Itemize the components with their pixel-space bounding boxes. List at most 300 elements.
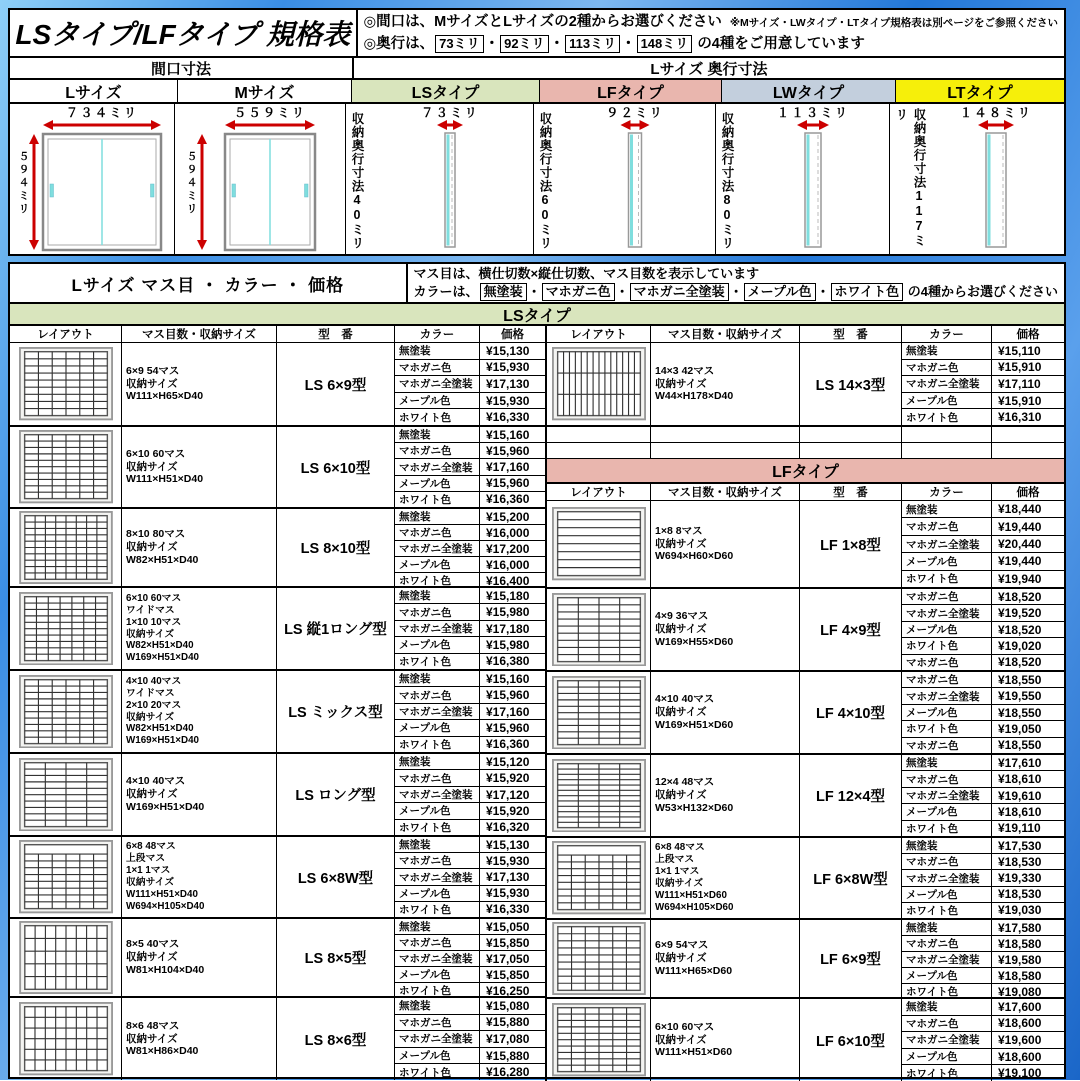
spec-line: W111×H51×D40 (126, 888, 198, 900)
price-value: ¥20,440 (998, 537, 1042, 552)
color-name: ホワイト色 (395, 902, 480, 917)
color-price-row (395, 1031, 545, 1048)
column-header-row (10, 326, 545, 343)
color-price-row (395, 770, 545, 786)
depth-bar-wrap (366, 104, 533, 254)
price-value: ¥18,580 (998, 936, 1042, 951)
size-spec-cell (122, 427, 277, 507)
separator-dot: ・ (816, 284, 830, 299)
okuyuki-header: Lサイズ 奥行寸法 (650, 60, 768, 78)
empty-cell (651, 427, 800, 442)
model-number-cell: LF 4×9型 (800, 589, 902, 670)
price-notes-row (10, 264, 1064, 304)
price-value: ¥19,550 (998, 689, 1042, 704)
color-price-list (902, 838, 1064, 918)
spec-line: 収納サイズ (126, 460, 178, 473)
color-name: マホガニ色 (902, 360, 992, 376)
column-header: カラー (395, 326, 480, 342)
spec-row (10, 671, 545, 754)
spec-line: 収納サイズ (655, 623, 707, 636)
empty-cell (992, 427, 1064, 442)
color-name: マホガニ全塗装 (395, 541, 480, 556)
spec-row (10, 343, 545, 427)
price-value: ¥17,130 (486, 376, 530, 391)
color-name: 無塗装 (902, 755, 992, 770)
color-price-row (902, 409, 1064, 425)
price-value: ¥18,610 (998, 772, 1042, 787)
price-value: ¥19,050 (998, 721, 1042, 736)
size-spec-cell (651, 501, 800, 587)
color-price-row (395, 637, 545, 653)
color-price-row (902, 605, 1064, 621)
color-price-row (395, 443, 545, 459)
price-value: ¥15,960 (486, 720, 530, 735)
empty-row (547, 443, 1064, 459)
color-price-row (902, 755, 1064, 771)
color-name: マホガニ色 (902, 1016, 992, 1032)
spec-line: 4×10 40マス (126, 775, 186, 788)
price-notes (408, 264, 1064, 302)
color-price-row (395, 737, 545, 752)
color-price-list (902, 755, 1064, 836)
price-value: ¥15,850 (486, 935, 530, 950)
color-price-row (902, 688, 1064, 704)
color-price-row (395, 951, 545, 967)
color-name: メープル色 (395, 967, 480, 982)
color-price-list (902, 920, 1064, 997)
layout-thumbnail (10, 343, 122, 425)
color-price-row (902, 1032, 1064, 1049)
spec-line: W111×H65×D40 (126, 390, 204, 403)
model-number-cell: LS 14×3型 (800, 343, 902, 425)
price-value: ¥16,360 (486, 737, 530, 752)
color-price-row (902, 1016, 1064, 1033)
price-value: ¥17,130 (486, 870, 530, 884)
model-number-cell: LF 12×4型 (800, 755, 902, 836)
color-name: 無塗装 (395, 671, 480, 686)
size-spec-cell (122, 998, 277, 1080)
price-value: ¥16,310 (998, 410, 1042, 425)
spec-line: 6×10 60マス (126, 447, 186, 460)
price-value: ¥17,180 (486, 621, 530, 636)
model-number-cell: LS ロング型 (277, 754, 395, 835)
price-table-body (10, 326, 1064, 1081)
model-number-cell: LS ミックス型 (277, 671, 395, 752)
color-price-row (395, 919, 545, 935)
spec-line: 収納サイズ (126, 377, 178, 390)
spec-line: 6×8 48マス (655, 842, 705, 854)
spec-line: 上段マス (655, 854, 695, 866)
color-price-row (395, 459, 545, 475)
lf-type-band: LFタイプ (547, 459, 1064, 484)
color-price-list (395, 343, 545, 425)
price-value: ¥16,400 (486, 573, 530, 588)
spec-line: W694×H60×D60 (655, 550, 734, 563)
layout-thumbnail (10, 509, 122, 586)
price-value: ¥18,530 (998, 887, 1042, 902)
layout-thumbnail (10, 754, 122, 835)
color-price-list (395, 998, 545, 1080)
price-value: ¥19,030 (998, 903, 1042, 918)
color-price-row (395, 720, 545, 736)
price-value: ¥16,280 (486, 1065, 530, 1080)
color-price-row (395, 967, 545, 983)
color-name: マホガニ色 (902, 655, 992, 670)
spec-row (547, 920, 1064, 999)
color-price-row (902, 705, 1064, 721)
size-spec-cell (651, 920, 800, 997)
price-value: ¥15,050 (486, 919, 530, 934)
price-value: ¥15,110 (998, 343, 1041, 358)
maguchi-header: 間口寸法 (10, 58, 354, 78)
color-price-row (902, 984, 1064, 999)
spec-line: 収納サイズ (655, 878, 704, 889)
price-value: ¥15,160 (486, 671, 530, 686)
color-price-row (902, 672, 1064, 688)
layout-thumbnail (547, 672, 651, 753)
color-name: マホガニ全塗装 (902, 952, 992, 967)
color-name: マホガニ全塗装 (395, 459, 480, 474)
spec-line: W169×H51×D40 (126, 800, 205, 813)
note-line-1-main: ◎間口は、MサイズとLサイズの2種からお選びください (363, 13, 722, 30)
spec-row (547, 672, 1064, 755)
color-price-row (902, 518, 1064, 535)
size-type-header: LTタイプ (896, 80, 1064, 102)
color-name: マホガニ全塗装 (395, 376, 480, 392)
spec-line: W111×H51×D40 (126, 473, 204, 486)
price-value: ¥17,200 (486, 541, 530, 556)
color-name: マホガニ全塗装 (395, 787, 480, 802)
color-name: ホワイト色 (902, 903, 992, 918)
column-header: レイアウト (547, 484, 651, 500)
price-value: ¥19,110 (998, 821, 1041, 836)
spec-line: ワイドマス (126, 604, 175, 616)
model-number-cell: LF 4×10型 (800, 672, 902, 753)
model-number-cell: LS 6×8W型 (277, 837, 395, 917)
spec-line: ワイドマス (126, 687, 175, 699)
color-price-row (395, 1048, 545, 1065)
spec-line: 8×5 40マス (126, 938, 180, 951)
layout-thumbnail (547, 343, 651, 425)
color-name: メープル色 (902, 804, 992, 819)
depth-option: 92ミリ (500, 35, 548, 53)
size-type-header: Mサイズ (178, 80, 352, 102)
price-value: ¥19,940 (998, 571, 1042, 586)
color-name: 無塗装 (902, 920, 992, 935)
page-title: LSタイプ/LFタイプ 規格表 (10, 10, 358, 56)
depth-bar-diagram (944, 104, 1048, 254)
price-value: ¥15,960 (486, 443, 530, 458)
color-price-row (902, 999, 1064, 1016)
color-option: マホガニ色 (542, 283, 615, 301)
color-price-row (902, 738, 1064, 753)
price-value: ¥18,610 (998, 804, 1042, 819)
color-price-row (902, 952, 1064, 968)
column-header: カラー (902, 326, 992, 342)
price-value: ¥18,520 (998, 655, 1042, 670)
spec-line: 収納サイズ (126, 1032, 178, 1045)
color-price-list (902, 343, 1064, 425)
color-price-row (395, 557, 545, 573)
size-spec-cell (122, 343, 277, 425)
empty-cell (651, 443, 800, 458)
svg-text:１４８ミリ: １４８ミリ (959, 106, 1033, 120)
color-option: マホガニ全塗装 (630, 283, 729, 301)
color-name: マホガニ色 (902, 936, 992, 951)
color-price-row (395, 902, 545, 917)
color-name: マホガニ色 (902, 854, 992, 869)
separator-dot: ・ (729, 284, 743, 299)
size-spec-cell (651, 755, 800, 836)
color-price-row (395, 621, 545, 637)
spec-line: 6×9 54マス (655, 939, 709, 952)
color-price-row (395, 687, 545, 703)
spec-line: 4×10 40マス (126, 675, 182, 687)
model-number-cell: LF 1×8型 (800, 501, 902, 587)
spec-line: 収納サイズ (655, 952, 707, 965)
color-price-row (395, 998, 545, 1015)
width-diagram-cell (175, 104, 346, 254)
color-price-list (902, 672, 1064, 753)
depth-option: 73ミリ (435, 35, 483, 53)
separator-dot: ・ (527, 284, 541, 299)
color-price-row (395, 509, 545, 525)
depth-bar-wrap (928, 104, 1064, 254)
price-value: ¥17,110 (998, 376, 1041, 391)
color-name: マホガニ全塗装 (902, 605, 992, 620)
color-name: メープル色 (902, 393, 992, 409)
price-value: ¥15,880 (486, 1015, 530, 1030)
empty-cell (902, 427, 992, 442)
layout-thumbnail (10, 837, 122, 917)
column-header-row (547, 326, 1064, 343)
color-name: ホワイト色 (395, 983, 480, 998)
price-value: ¥17,600 (998, 999, 1042, 1014)
color-price-row (902, 887, 1064, 903)
color-price-row (395, 1064, 545, 1080)
color-name: マホガニ色 (395, 1015, 480, 1031)
note-line-2-suffix: の4種をご用意しています (697, 35, 865, 52)
price-value: ¥17,080 (486, 1031, 530, 1046)
color-name: メープル色 (902, 887, 992, 902)
depth-option-boxes (434, 36, 693, 52)
spec-line: 6×8 48マス (126, 841, 176, 853)
color-name: マホガニ色 (902, 589, 992, 604)
color-name: ホワイト色 (395, 492, 480, 507)
color-name: ホワイト色 (395, 654, 480, 669)
color-price-list (395, 671, 545, 752)
price-value: ¥15,180 (486, 588, 530, 603)
empty-cell (992, 443, 1064, 458)
spec-line: 収納サイズ (126, 788, 178, 801)
color-price-row (395, 820, 545, 835)
svg-text:ミ: ミ (18, 190, 30, 202)
color-price-row (395, 573, 545, 588)
color-price-row (395, 754, 545, 770)
spec-line: 1×10 10マス (126, 616, 182, 628)
note-line-2-prefix: ◎奥行は、 (363, 35, 435, 52)
color-price-list (395, 754, 545, 835)
price-value: ¥15,130 (486, 343, 530, 358)
color-price-row (902, 854, 1064, 870)
color-price-row (395, 476, 545, 492)
price-value: ¥18,600 (998, 1049, 1042, 1064)
diagram-row (10, 104, 1064, 254)
empty-cell (800, 443, 902, 458)
color-name: マホガニ全塗装 (902, 376, 992, 392)
color-note-prefix: カラーは、 (413, 284, 479, 299)
color-price-row (902, 589, 1064, 605)
color-name: 無塗装 (902, 501, 992, 517)
color-price-list (395, 509, 545, 586)
column-header: 価格 (1016, 329, 1040, 341)
spec-line: 1×1 1マス (655, 866, 700, 878)
spec-row (547, 343, 1064, 427)
svg-text:７３ミリ: ７３ミリ (420, 106, 479, 120)
column-header: 価格 (1016, 487, 1040, 499)
model-number-cell: LF 6×10型 (800, 999, 902, 1081)
price-value: ¥18,520 (998, 622, 1042, 637)
price-value: ¥15,880 (486, 1048, 530, 1063)
price-value: ¥18,530 (998, 854, 1042, 869)
color-name: メープル色 (902, 1049, 992, 1065)
column-header: 価格 (501, 329, 524, 341)
spec-row (547, 501, 1064, 589)
spec-line: 14×3 42マス (655, 364, 715, 377)
price-value: ¥17,120 (486, 787, 530, 802)
price-value: ¥15,980 (486, 637, 530, 652)
color-price-row (395, 704, 545, 720)
color-name: メープル色 (902, 553, 992, 569)
color-name: メープル色 (395, 886, 480, 901)
price-value: ¥18,550 (998, 672, 1042, 687)
color-option-boxes (479, 284, 905, 299)
depth-side-label: 収納奥行寸法40ミリ (350, 112, 364, 250)
spec-line: W111×H51×D60 (655, 889, 727, 901)
color-price-row (395, 409, 545, 425)
price-value: ¥16,330 (486, 410, 530, 425)
spec-line: 12×4 48マス (655, 776, 715, 789)
model-number-cell: LF 6×9型 (800, 920, 902, 997)
color-price-list (902, 501, 1064, 587)
color-name: ホワイト色 (395, 737, 480, 752)
price-value: ¥19,020 (998, 638, 1042, 653)
color-price-list (395, 427, 545, 507)
column-header: 型 番 (277, 326, 395, 342)
spec-line: 6×9 54マス (126, 364, 180, 377)
price-value: ¥15,080 (486, 998, 530, 1013)
model-number-cell: LS 6×9型 (277, 343, 395, 425)
spec-row (547, 999, 1064, 1081)
color-price-row (902, 571, 1064, 587)
color-price-row (395, 541, 545, 557)
price-value: ¥15,960 (486, 688, 530, 703)
svg-text:４: ４ (18, 177, 30, 189)
spec-line: W81×H86×D40 (126, 1045, 199, 1058)
price-value: ¥15,930 (486, 853, 530, 868)
svg-text:９: ９ (18, 164, 30, 176)
spec-line: W82×H51×D40 (126, 553, 199, 566)
color-price-row (902, 536, 1064, 553)
size-spec-cell (122, 754, 277, 835)
column-header: レイアウト (10, 326, 122, 342)
width-diagram-cell (10, 104, 175, 254)
depth-option: 148ミリ (637, 35, 693, 53)
price-value: ¥16,330 (486, 902, 530, 917)
price-value: ¥19,600 (998, 1032, 1042, 1047)
layout-thumbnail (10, 588, 122, 669)
spec-row (547, 755, 1064, 838)
price-value: ¥15,980 (486, 605, 530, 620)
color-name: ホワイト色 (902, 1065, 992, 1081)
price-value: ¥19,520 (998, 606, 1042, 621)
column-header: 型 番 (800, 484, 902, 500)
spec-row (10, 588, 545, 671)
color-name: マホガニ色 (395, 687, 480, 702)
column-header: マス目数・収納サイズ (122, 326, 277, 342)
price-value: ¥15,920 (486, 771, 530, 786)
spec-line: W81×H104×D40 (126, 963, 205, 976)
svg-text:５: ５ (186, 151, 198, 163)
color-name: ホワイト色 (902, 821, 992, 836)
price-value: ¥18,580 (998, 968, 1042, 983)
separator-dot: ・ (615, 284, 629, 299)
size-type-header: LSタイプ (352, 80, 540, 102)
color-price-row (902, 553, 1064, 570)
color-price-row (395, 525, 545, 541)
ls-type-band: LSタイプ (10, 304, 1064, 326)
color-price-row (902, 721, 1064, 737)
price-value: ¥18,440 (998, 502, 1042, 517)
spec-line: 2×10 20マス (126, 699, 182, 711)
color-price-row (395, 837, 545, 853)
price-band-title: Lサイズ マス目 ・ カラー ・ 価格 (10, 264, 408, 302)
svg-text:５５９ミリ: ５５９ミリ (233, 106, 307, 120)
price-value: ¥17,050 (486, 951, 530, 966)
color-name: 無塗装 (395, 509, 480, 524)
color-price-row (902, 920, 1064, 936)
price-value: ¥15,910 (998, 393, 1042, 408)
price-value: ¥15,930 (486, 360, 530, 375)
spec-line: 収納サイズ (126, 628, 175, 640)
spec-line: 収納サイズ (655, 1033, 707, 1046)
price-value: ¥17,580 (998, 920, 1042, 935)
color-name: 無塗装 (395, 427, 480, 442)
spec-row (10, 998, 545, 1080)
color-name: ホワイト色 (902, 721, 992, 736)
color-name: メープル色 (395, 803, 480, 818)
spec-line: 収納サイズ (126, 951, 178, 964)
spec-line: 収納サイズ (655, 537, 707, 550)
color-option: 無塗装 (480, 283, 527, 301)
spec-line: W82×H51×D40 (126, 640, 194, 652)
spec-line: W169×H55×D60 (655, 635, 734, 648)
color-price-row (395, 654, 545, 669)
color-note-suffix: の4種からお選びください (907, 284, 1058, 299)
color-name: 無塗装 (902, 999, 992, 1015)
svg-text:９２ミリ: ９２ミリ (605, 106, 664, 120)
model-number-cell: LS 6×10型 (277, 427, 395, 507)
depth-bar-wrap (736, 104, 889, 254)
spec-line: W694×H105×D60 (655, 901, 734, 913)
color-price-row (395, 787, 545, 803)
depth-bar-diagram (761, 104, 865, 254)
spec-line: W169×H51×D60 (655, 718, 734, 731)
color-price-row (902, 360, 1064, 377)
color-price-row (395, 376, 545, 393)
color-price-row (395, 853, 545, 869)
color-name: マホガニ色 (395, 770, 480, 785)
